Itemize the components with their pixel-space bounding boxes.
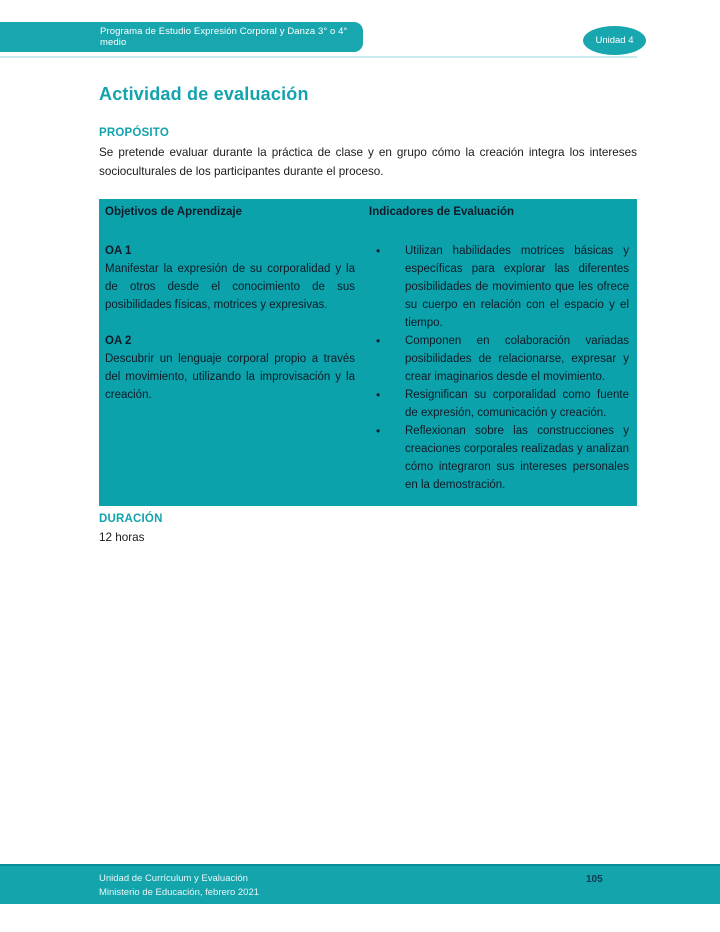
indicator-item: • Reflexionan sobre las construcciones y creaciones corporales realizadas y analizan cómo integraron sus intereses personales en la demostración. xyxy=(369,422,629,494)
program-header-label: Programa de Estudio Expresión Corporal y Danza 3° o 4° medio xyxy=(100,26,348,48)
indicator-item: • Resignifican su corporalidad como fuente de expresión, comunicación y creación. xyxy=(369,386,629,422)
indicators-column xyxy=(369,203,637,494)
header-divider-rule xyxy=(0,56,637,58)
objective-text: Descubrir un lenguaje corporal propio a través del movimiento, utilizando la improvisación y la creación. xyxy=(105,353,355,401)
unit-badge xyxy=(583,26,646,55)
proposito-heading: PROPÓSITO xyxy=(99,127,169,139)
objective-item xyxy=(105,332,355,404)
footer-line-1: Unidad de Currículum y Evaluación xyxy=(99,873,248,884)
objective-text: Manifestar la expresión de su corporalidad y la de otros desde el conocimiento de sus posibilidades físicas, motrices y expresivas. xyxy=(105,263,355,311)
indicator-item: • Componen en colaboración variadas posibilidades de relacionarse, expresar y crear imaginarios desde el movimiento. xyxy=(369,332,629,386)
page-number: 105 xyxy=(586,874,603,885)
indicators-column-header: Indicadores de Evaluación xyxy=(369,206,515,218)
duracion-heading: DURACIÓN xyxy=(99,513,163,525)
unit-badge-label: Unidad 4 xyxy=(595,35,634,46)
proposito-text: Se pretende evaluar durante la práctica de clase y en grupo cómo la creación integra los intereses socioculturales de los participantes durante el proceso. xyxy=(99,146,637,178)
page-title: Actividad de evaluación xyxy=(99,84,309,104)
indicators-list xyxy=(369,242,629,494)
objectives-column xyxy=(99,203,369,494)
indicator-item: • Utilizan habilidades motrices básicas y específicas para explorar las diferentes posibilidades de movimiento que les ofrece su cuerpo en relación con el espacio y el tiempo. xyxy=(369,242,629,332)
objective-code: OA 1 xyxy=(105,245,132,257)
footer-line-2: Ministerio de Educación, febrero 2021 xyxy=(99,886,260,898)
footer-credits xyxy=(99,872,259,899)
footer-band xyxy=(0,864,720,904)
objectives-indicators-table xyxy=(99,199,637,506)
program-header-band xyxy=(0,22,363,52)
duracion-text: 12 horas xyxy=(99,531,145,544)
objective-item xyxy=(105,242,355,314)
objectives-column-header: Objetivos de Aprendizaje xyxy=(105,206,242,218)
objective-code: OA 2 xyxy=(105,335,132,347)
